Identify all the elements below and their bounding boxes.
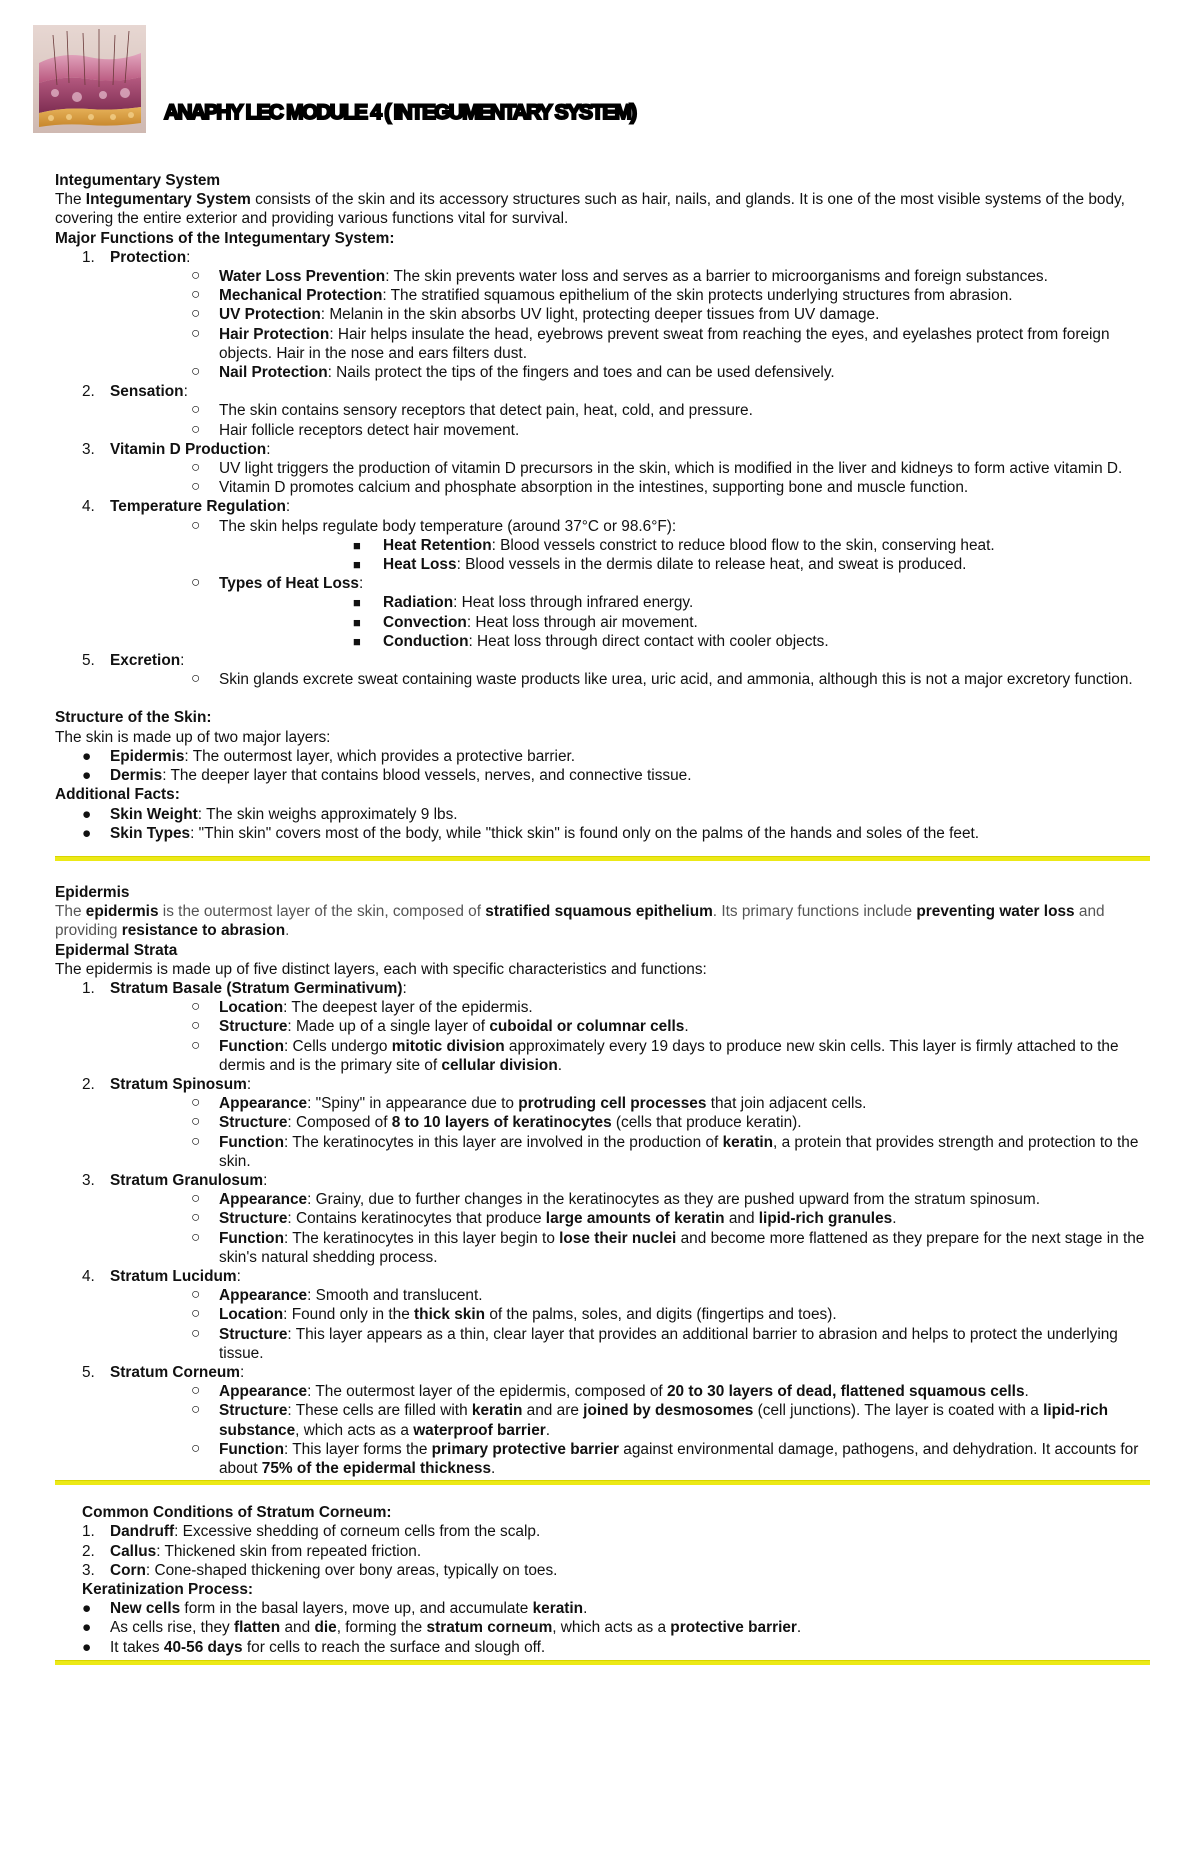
list-marker: ○ [191,1036,201,1054]
list-marker: ○ [191,670,201,688]
list-item: ○ Structure: Made up of a single layer of cuboidal or columnar cells. [191,1017,689,1036]
list-marker: 5. [82,652,95,670]
list-item: ○ Function: The keratinocytes in this layer begin to lose their nuclei and become more flattened as they prepare for the next stage in the skin's natural shedding process. [191,1228,1145,1266]
list-item: ○ Hair Protection: Hair helps insulate the head, eyebrows prevent sweat from reaching the eyes, and eyelashes protect from foreign objects. Hair in the nose and ears filters dust. [191,324,1110,362]
conditions-list [82,1522,1150,1580]
list-item: ■ Heat Loss: Blood vessels in the dermis dilate to release heat, and sweat is produced. [353,556,967,574]
list-marker: ○ [191,363,201,381]
list-item: 1. Dandruff: Excessive shedding of corneum cells from the scalp. [82,1523,541,1541]
list-marker: 2. [82,383,95,401]
list-marker: ○ [191,1382,201,1400]
list-marker: ● [82,747,92,765]
list-item: ○ The skin contains sensory receptors that detect pain, heat, cold, and pressure. [191,401,753,420]
list-marker: 4. [82,498,95,516]
section-heading: Integumentary System [55,172,221,189]
list-item: ● New cells form in the basal layers, move up, and accumulate keratin. [82,1600,588,1618]
list-item: ○ Vitamin D promotes calcium and phosphate absorption in the intestines, supporting bone and muscle function. [191,478,969,497]
list-item: ● Skin Weight: The skin weighs approximately 9 lbs. [82,805,458,823]
list-item: ○ Appearance: The outermost layer of the epidermis, composed of 20 to 30 layers of dead, flattened squamous cells. [191,1382,1029,1401]
list-marker: ○ [191,459,201,477]
list-marker: ○ [191,1439,201,1457]
highlight-divider [55,1660,1150,1665]
list-marker: 4. [82,1267,95,1285]
function-sensation: 2. Sensation: ○ The skin contains sensory receptors that detect pain, heat, cold, and pressure. ○ Hair follicle receptors detect hair movement. [55,382,1150,440]
list-marker: ○ [191,1132,201,1150]
list-item: ○ Appearance: Grainy, due to further changes in the keratinocytes as they are pushed upward from the stratum spinosum. [191,1190,1040,1209]
list-item: ○ Location: Found only in the thick skin of the palms, soles, and digits (fingertips and toes). [191,1305,837,1324]
list-item: ○ Water Loss Prevention: The skin prevents water loss and serves as a barrier to microorganisms and foreign substances. [191,267,1048,286]
list-marker: ● [82,767,92,785]
keratinization-heading: Keratinization Process: [82,1581,254,1599]
stratum-corneum: 5. Stratum Corneum: ○ Appearance: The outermost layer of the epidermis, composed of 20 to 30 layers of dead, flattened squamous cells. ○ Structure: These cells are filled with keratin and are joined by desmosomes (cell junctions). The layer is coated with a lipid-rich substance, which acts as a waterproof barrier. ○ Function: This layer forms the primary protective barrier against environmental damage, pathogens, and dehydration. It accounts for about 75% of the epidermal thickness. [55,1363,1150,1478]
list-marker: 5. [82,1363,95,1381]
list-marker: ○ [191,1017,201,1035]
list-item: ● Epidermis: The outermost layer, which provides a protective barrier. [82,747,576,765]
list-marker: ○ [191,1190,201,1208]
list-marker: ■ [353,537,361,553]
layers-list [55,747,1150,785]
facts-heading: Additional Facts: [55,786,180,804]
list-marker: 3. [82,440,95,458]
structure-intro: The skin is made up of two major layers: [55,728,331,746]
list-item: ■ Conduction: Heat loss through direct contact with cooler objects. [353,632,829,650]
list-item: ○ UV light triggers the production of vitamin D precursors in the skin, which is modified in the liver and kidneys to form active vitamin D. [191,459,1123,478]
facts-list [55,805,1150,843]
highlight-divider [55,1480,1150,1485]
list-marker: 3. [82,1171,95,1189]
list-item: ○ Appearance: "Spiny" in appearance due to protruding cell processes that join adjacent cells. [191,1094,867,1113]
epidermis-intro: The epidermis is the outermost layer of the skin, composed of stratified squamous epithelium. Its primary functions include preventing water loss and providing resistance to abrasion. [55,903,1105,940]
list-marker: ○ [191,286,201,304]
list-item: ○ Structure: These cells are filled with keratin and are joined by desmosomes (cell junctions). The layer is coated with a lipid-rich substance, which acts as a waterproof barrier. [191,1401,1109,1439]
list-marker: ○ [191,420,201,438]
list-marker: ○ [191,1094,201,1112]
strata-intro: The epidermis is made up of five distinct layers, each with specific characteristics and functions: [55,960,707,978]
functions-list [55,248,1150,690]
list-marker: ■ [353,633,361,649]
list-item: ○ Nail Protection: Nails protect the tips of the fingers and toes and can be used defensively. [191,363,835,382]
list-marker: ○ [191,478,201,496]
conditions-section [55,1503,1150,1657]
list-item: ■ Convection: Heat loss through air movement. [353,613,698,631]
list-item: ○ Skin glands excrete sweat containing waste products like urea, uric acid, and ammonia, although this is not a major excretory function. [191,670,1133,689]
list-marker: 1. [82,1523,95,1541]
list-marker: 2. [82,1075,95,1093]
list-item: ○ Location: The deepest layer of the epidermis. [191,998,533,1017]
list-item: ○ Mechanical Protection: The stratified squamous epithelium of the skin protects underlying structures from abrasion. [191,286,1013,305]
list-item: ■ Heat Retention: Blood vessels constrict to reduce blood flow to the skin, conserving heat. [353,536,995,554]
stratum-lucidum: 4. Stratum Lucidum: ○ Appearance: Smooth and translucent. ○ Location: Found only in the thick skin of the palms, soles, and digits (fingertips and toes). ○ Structure: This layer appears as a thin, clear layer that provides an additional barrier to abrasion and helps to protect the underlying tissue. [55,1267,1150,1363]
list-marker: ■ [353,595,361,611]
stratum-granulosum: 3. Stratum Granulosum: ○ Appearance: Grainy, due to further changes in the keratinocytes as they are pushed upward from the stratum spinosum. ○ Structure: Contains keratinocytes that produce large amounts of keratin and lipid-rich granules. ○ Function: The keratinocytes in this layer begin to lose their nuclei and become more flattened as they prepare for the next stage in the skin's natural shedding process. [55,1171,1150,1267]
skin-cross-section-image [33,25,146,133]
list-item: ○ Types of Heat Loss: ■ Radiation: Heat loss through infrared energy. ■ Convection: Heat loss through air movement. ■ Conduction: Heat loss through direct contact with cooler objects. [110,574,1150,651]
list-marker: ● [82,805,92,823]
document-body [55,171,1150,1665]
list-marker: ■ [353,614,361,630]
list-item: ○ Structure: This layer appears as a thin, clear layer that provides an additional barrier to abrasion and helps to protect the underlying tissue. [191,1324,1118,1362]
function-temperature: 4. Temperature Regulation: ○ The skin helps regulate body temperature (around 37°C or 98.6°F): ■ Heat Retention: Blood vessels constrict to reduce blood flow to the skin, conserving heat. ■ Heat Loss: Blood vessels in the dermis dilate to release heat, and sweat is produced. ○ Types of Heat Loss: ■ Radiation: Heat loss through infrared energy. ■ Convection: Heat loss through air movement. ■ Conduction: Heat loss through direct contact with cooler objects. [55,497,1150,651]
list-item: ○ Appearance: Smooth and translucent. [191,1286,483,1305]
list-item: ■ Radiation: Heat loss through infrared energy. [353,594,694,612]
list-marker: ○ [191,267,201,285]
page-title: ANAPHY LEC MODULE 4 ( INTEGUMENTARY SYSTEM) [164,101,636,124]
structure-heading: Structure of the Skin: [55,709,212,727]
list-item: ○ Function: Cells undergo mitotic division approximately every 19 days to produce new skin cells. This layer is firmly attached to the dermis and is the primary site of cellular division. [191,1036,1119,1074]
list-item: ○ UV Protection: Melanin in the skin absorbs UV light, protecting deeper tissues from UV damage. [191,305,880,324]
intro-paragraph: The Integumentary System consists of the skin and its accessory structures such as hair, nails, and glands. It is one of the most visible systems of the body, covering the entire exterior and providing various functions vital for survival. [55,191,1125,228]
list-marker: ● [82,1619,92,1637]
list-item: ● Skin Types: "Thin skin" covers most of the body, while "thick skin" is found only on the palms of the hands and soles of the feet. [82,824,980,842]
list-item: ○ Structure: Contains keratinocytes that produce large amounts of keratin and lipid-rich granules. [191,1209,897,1228]
list-item: ○ Hair follicle receptors detect hair movement. [191,420,520,439]
list-item: 2. Callus: Thickened skin from repeated friction. [82,1542,422,1560]
stratum-spinosum: 2. Stratum Spinosum: ○ Appearance: "Spiny" in appearance due to protruding cell processes that join adjacent cells. ○ Structure: Composed of 8 to 10 layers of keratinocytes (cells that produce keratin). ○ Function: The keratinocytes in this layer are involved in the production of keratin, a protein that provides strength and protection to the skin. [55,1075,1150,1171]
list-marker: ○ [191,574,201,592]
list-marker: ● [82,1638,92,1656]
list-marker: ○ [191,1324,201,1342]
list-marker: 2. [82,1542,95,1560]
list-marker: ○ [191,1286,201,1304]
function-excretion: 5. Excretion: ○ Skin glands excrete sweat containing waste products like urea, uric acid, and ammonia, although this is not a major excretory function. [55,651,1150,689]
list-marker: ○ [191,1228,201,1246]
list-marker: ■ [353,557,361,573]
epidermis-heading: Epidermis [55,883,130,901]
list-item: ○ Function: The keratinocytes in this layer are involved in the production of keratin, a protein that provides strength and protection to the skin. [191,1132,1139,1170]
function-protection: 1. Protection: ○ Water Loss Prevention: The skin prevents water loss and serves as a barrier to microorganisms and foreign substances. ○ Mechanical Protection: The stratified squamous epithelium of the skin protects underlying structures from abrasion. ○ UV Protection: Melanin in the skin absorbs UV light, protecting deeper tissues from UV damage. ○ Hair Protection: Hair helps insulate the head, eyebrows prevent sweat from reaching the eyes, and eyelashes protect from foreign objects. Hair in the nose and ears filters dust. ○ Nail Protection: Nails protect the tips of the fingers and toes and can be used defensively. [55,248,1150,382]
list-marker: ○ [191,401,201,419]
list-item: ● As cells rise, they flatten and die, forming the stratum corneum, which acts as a protective barrier. [82,1619,802,1637]
list-marker: ○ [191,1401,201,1419]
list-marker: ○ [191,1209,201,1227]
list-item: 3. Corn: Cone-shaped thickening over bony areas, typically on toes. [82,1561,558,1579]
list-marker: 3. [82,1561,95,1579]
list-marker: ○ [191,1113,201,1131]
list-item: ● Dermis: The deeper layer that contains blood vessels, nerves, and connective tissue. [82,767,692,785]
function-vitamin-d: 3. Vitamin D Production: ○ UV light triggers the production of vitamin D precursors in the skin, which is modified in the liver and kidneys to form active vitamin D. ○ Vitamin D promotes calcium and phosphate absorption in the intestines, supporting bone and muscle function. [55,440,1150,498]
list-marker: ● [82,1600,92,1618]
list-marker: 1. [82,248,95,266]
list-marker: ○ [191,305,201,323]
list-item: ○ Structure: Composed of 8 to 10 layers of keratinocytes (cells that produce keratin). [191,1113,802,1132]
conditions-heading: Common Conditions of Stratum Corneum: [82,1504,392,1522]
list-marker: ● [82,824,92,842]
strata-heading: Epidermal Strata [55,941,178,959]
keratinization-list [82,1599,1150,1657]
list-item: ○ The skin helps regulate body temperature (around 37°C or 98.6°F): ■ Heat Retention: Blood vessels constrict to reduce blood flow to the skin, conserving heat. ■ Heat Loss: Blood vessels in the dermis dilate to release heat, and sweat is produced. [110,517,1150,575]
stratum-basale: 1. Stratum Basale (Stratum Germinativum): ○ Location: The deepest layer of the epidermis. ○ Structure: Made up of a single layer of cuboidal or columnar cells. ○ Function: Cells undergo mitotic division approximately every 19 days to produce new skin cells. This layer is firmly attached to the dermis and is the primary site of cellular division. [55,979,1150,1075]
functions-heading: Major Functions of the Integumentary System: [55,229,395,247]
list-marker: ○ [191,1305,201,1323]
list-marker: ○ [191,998,201,1016]
list-marker: 1. [82,979,95,997]
list-marker: ○ [191,324,201,342]
list-marker: ○ [191,516,201,534]
list-item: ○ Function: This layer forms the primary protective barrier against environmental damage, pathogens, and dehydration. It accounts for about 75% of the epidermal thickness. [191,1439,1139,1477]
strata-list [55,979,1150,1478]
list-item: ● It takes 40-56 days for cells to reach the surface and slough off. [82,1638,546,1656]
